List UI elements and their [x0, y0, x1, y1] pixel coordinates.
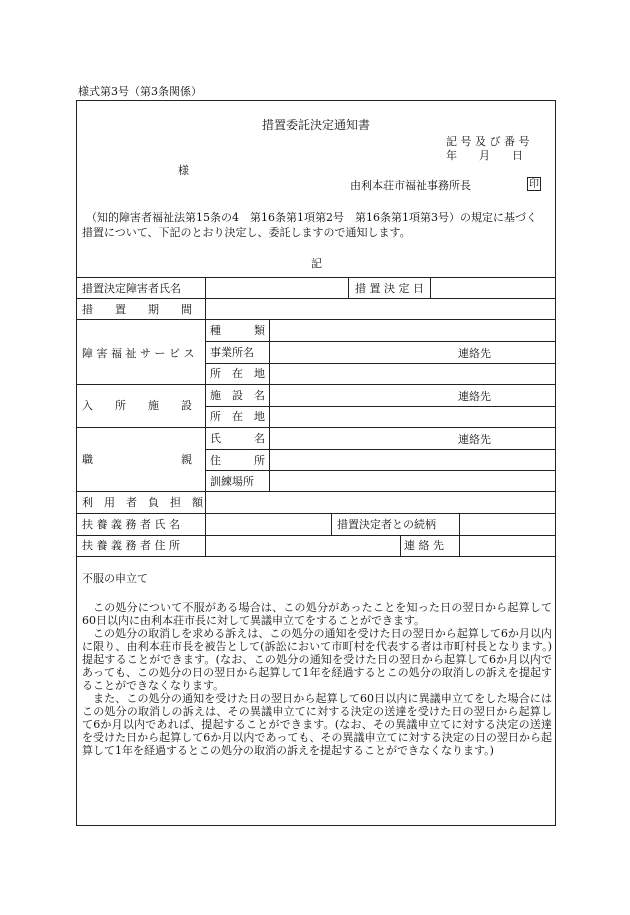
appeal-heading: 不服の申立て: [82, 572, 148, 585]
foster-address-label: 住 所: [210, 454, 265, 467]
table-line: [205, 277, 206, 556]
office-contact-label: 連絡先: [458, 347, 491, 360]
table-line: [205, 406, 556, 407]
facility-name-label: 施 設 名: [210, 389, 265, 402]
table-line: [205, 449, 556, 450]
table-line: [348, 277, 349, 298]
kind-label: 種 類: [210, 324, 265, 337]
reference-number-label: 記 号 及 び 番 号: [446, 135, 530, 148]
table-line: [76, 427, 556, 428]
table-line: [76, 298, 556, 299]
relationship-label: 措置決定者との続柄: [337, 518, 436, 531]
form-label: 様式第3号（第3条関係）: [78, 85, 202, 98]
table-line: [76, 556, 556, 557]
period-label: 措 置 期 間: [82, 303, 192, 316]
table-line: [331, 513, 332, 535]
appeal-paragraph-2: この処分の取消しを求める訴えは、この処分の通知を受けた日の翌日から起算して6か月以内に限り、由利本荘市長を被告として(訴訟において市町村を代表する者は市町村長となります。)提起することができます。(なお、この処分の通知を受けた日の翌日から起算して6か月以内であっても、この処分の日の翌日から起算して1年を経過するとこの処分の取消しの訴えを提起することができなくなります。: [82, 627, 552, 692]
issuer-name: 由利本荘市福祉事務所長: [350, 179, 471, 192]
table-line: [459, 513, 460, 556]
person-name-label: 措置決定障害者氏名: [82, 282, 181, 295]
appeal-paragraph-3: また、この処分の通知を受けた日の翌日から起算して60日以内に異議申立てをした場合にはこの処分の取消しの訴えは、その異議申立てに対する決定の送達を受けた日の翌日から起算して6か月以内であれば、提起することができます。(なお、その異議申立てに対する決定の送達を受けた日から起算して6か月以内であっても、その異議申立てに対する決定の日の翌日から起算して1年を経過するとこの処分の取消の訴えを提起することができなくなります。): [82, 692, 552, 757]
table-line: [400, 535, 401, 556]
table-line: [76, 384, 556, 385]
table-line: [76, 277, 556, 278]
intro-line-2: 措置について、下記のとおり決定し、委託しますので通知します。: [82, 226, 411, 239]
document-title: 措置委託決定通知書: [262, 118, 371, 132]
facility-label: 入 所 施 設: [82, 399, 192, 412]
table-line: [269, 319, 270, 491]
guardian-name-label: 扶 養 義 務 者 氏 名: [82, 518, 180, 531]
table-line: [430, 277, 431, 298]
cost-label: 利 用 者 負 担 額: [82, 496, 203, 509]
decision-date-label: 措 置 決 定 日: [355, 282, 424, 295]
ki-heading: 記: [311, 257, 322, 270]
foster-label: 職 親: [82, 453, 192, 466]
facility-contact-label: 連絡先: [458, 390, 491, 403]
table-line: [76, 513, 556, 514]
table-line: [205, 470, 556, 471]
foster-contact-label: 連絡先: [458, 433, 491, 446]
appeal-body: [82, 601, 552, 757]
foster-name-label: 氏 名: [210, 432, 265, 445]
table-line: [76, 319, 556, 320]
date-line: 年 月 日: [446, 149, 523, 162]
table-line: [205, 363, 556, 364]
appeal-paragraph-1: この処分について不服がある場合は、この処分があったことを知った日の翌日から起算して60日以内に由利本荘市長に対して異議申立てをすることができます。: [82, 601, 552, 627]
table-line: [205, 341, 556, 342]
office-address-label: 所 在 地: [210, 367, 265, 380]
seal-mark: 印: [529, 179, 539, 190]
recipient-suffix: 様: [178, 164, 189, 177]
intro-line-1: （知的障害者福祉法第15条の4 第16条第1項第2号 第16条第1項第3号）の規定に基づく: [86, 211, 537, 224]
table-line: [76, 491, 556, 492]
office-name-label: 事業所名: [210, 346, 254, 359]
facility-address-label: 所 在 地: [210, 410, 265, 423]
training-place-label: 訓練場所: [210, 475, 254, 488]
service-label: 障 害 福 祉 サ ー ビ ス: [82, 347, 195, 360]
table-line: [76, 535, 556, 536]
guardian-address-label: 扶 養 義 務 者 住 所: [82, 539, 180, 552]
guardian-contact-label: 連 絡 先: [404, 539, 444, 552]
